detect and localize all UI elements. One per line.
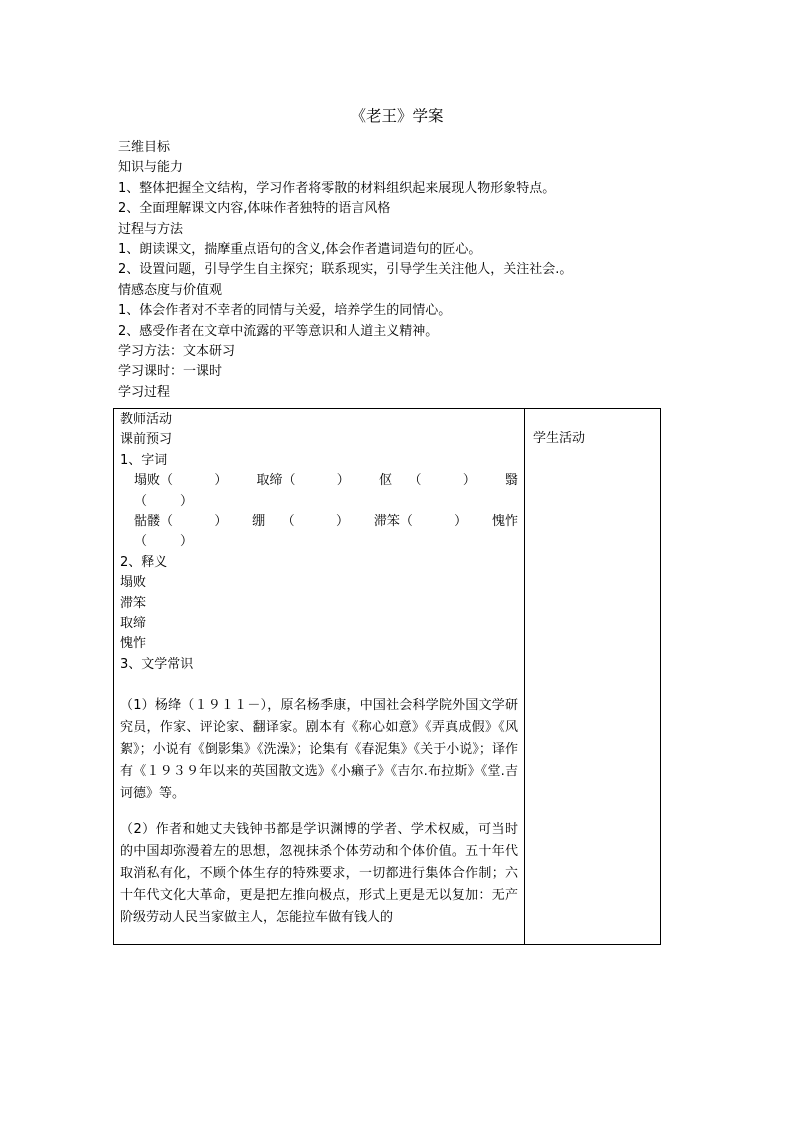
goal-item: 2、感受作者在文章中流露的平等意识和人道主义精神。 bbox=[118, 323, 439, 339]
gloss-word: 塌败 bbox=[120, 575, 147, 591]
gloss-word: 愧怍 bbox=[120, 636, 147, 652]
heading-study-process: 学习过程 bbox=[118, 384, 171, 400]
heading-process-method: 过程与方法 bbox=[118, 221, 184, 237]
section-definitions: 2、释义 bbox=[120, 554, 168, 570]
section-literary-knowledge: 3、文学常识 bbox=[120, 656, 194, 672]
author-bio-paragraph: （1）杨绛（１９１１－），原名杨季康，中国社会科学院外国文学研究员，作家、评论家、翻译家。剧本有《称心如意》《弄真成假》《风絮》；小说有《倒影集》《洗澡》；论集有《春泥集》《关于小说》；译作有《１９３９年以来的英国散文选》《小癞子》《吉尔.布拉斯》《堂.吉诃德》等。 bbox=[120, 698, 518, 802]
teacher-activity-header: 教师活动 bbox=[120, 412, 173, 427]
goal-item: 1、体会作者对不幸者的同情与关爱，培养学生的同情心。 bbox=[118, 303, 452, 319]
study-method: 学习方法：文本研习 bbox=[118, 344, 236, 360]
gloss-word: 取缔 bbox=[120, 616, 147, 632]
vocab-word: 取缔（ ） bbox=[256, 473, 350, 489]
vocab-word: 伛 （ ） bbox=[378, 473, 476, 489]
heading-three-dimensional-goals: 三维目标 bbox=[118, 140, 171, 155]
student-activity-cell bbox=[525, 409, 661, 945]
goal-item: 2、设置问题，引导学生自主探究；联系现实，引导学生关注他人，关注社会.。 bbox=[118, 262, 573, 278]
heading-emotion-values: 情感态度与价值观 bbox=[118, 282, 223, 298]
vocab-word: 骷髅（ ） bbox=[134, 514, 228, 530]
activity-table bbox=[113, 408, 661, 945]
student-activity-header: 学生活动 bbox=[533, 431, 586, 446]
vocab-row bbox=[120, 512, 518, 532]
vocab-row-continued: （ ） bbox=[134, 493, 194, 509]
teacher-activity-cell bbox=[114, 409, 525, 945]
goal-item: 1、整体把握全文结构，学习作者将零散的材料组织起来展现人物形象特点。 bbox=[118, 180, 556, 196]
vocab-row bbox=[120, 471, 518, 491]
vocab-word: 滞笨（ ） bbox=[373, 514, 468, 530]
study-hours: 学习课时：一课时 bbox=[118, 364, 223, 380]
goal-item: 1、朗读课文，揣摩重点语句的含义,体会作者遣词造句的匠心。 bbox=[118, 242, 482, 258]
vocab-word: 愧怍 bbox=[491, 514, 518, 530]
goal-item: 2、全面理解课文内容,体味作者独特的语言风格 bbox=[118, 201, 391, 217]
vocab-row-continued: （ ） bbox=[134, 534, 194, 550]
objectives-section bbox=[118, 138, 678, 403]
vocab-word: 塌败（ ） bbox=[134, 473, 228, 489]
vocab-word: 绷 （ ） bbox=[252, 514, 349, 530]
page-title: 《老王》学案 bbox=[350, 107, 444, 125]
vocab-word: 翳 bbox=[504, 473, 518, 489]
preview-heading: 课前预习 bbox=[120, 432, 173, 448]
gloss-word: 滞笨 bbox=[120, 595, 147, 611]
background-paragraph: （2）作者和她丈夫钱钟书都是学识渊博的学者、学术权威，可当时的中国却弥漫着左的思想，忽视抹杀个体劳动和个体价值。五十年代取消私有化，不顾个体生存的特殊要求，一切都进行集体合作制；六十年代文化大革命，更是把左推向极点，形式上更是无以复加：无产阶级劳动人民当家做主人，怎能拉车做有钱人的 bbox=[120, 822, 518, 926]
heading-knowledge-ability: 知识与能力 bbox=[118, 160, 184, 176]
section-vocabulary: 1、字词 bbox=[120, 452, 168, 468]
